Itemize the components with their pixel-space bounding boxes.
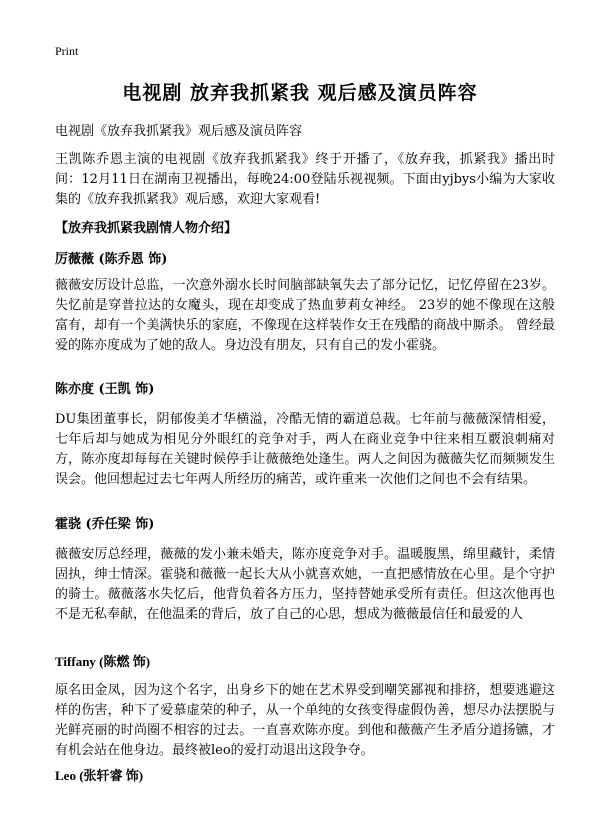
section-heading: 【放弃我抓紧我剧情人物介绍】	[55, 221, 238, 236]
character-description: 薇薇安厉总经理，薇薇的发小兼未婚夫，陈亦度竞争对手。温暖腹黑，绵里藏针，柔情固执，绅士情深。霍骁和薇薇一起长大从小就喜欢她，一直把感情放在心里。是个守护的骑士。薇薇落水失忆后，他背负着各方压力，坚持替她承受所有责任。但这次他再也不是无私奉献，在他温柔的背后，放了自己的心思，想成为薇薇最信任和最爱的人	[55, 547, 555, 622]
character-name: Tiffany (陈燃 饰)	[55, 654, 151, 669]
intro-paragraph: 王凯陈乔恩主演的电视剧《放弃我抓紧我》终于开播了，《放弃我，抓紧我》播出时间：12月11日在湖南卫视播出，每晚24:00登陆乐视视频。下面由yjbys小编为大家收集的《放弃我抓紧我》观后感，欢迎大家观看!	[55, 152, 555, 207]
print-link[interactable]: Print	[55, 44, 79, 58]
character-description: 原名田金凤，因为这个名字，出身乡下的她在艺术界受到嘲笑鄙视和排挤，想要逃避这样的伤害，种下了爱慕虚荣的种子，从一个单纯的女孩变得虚假伪善，想尽办法摆脱与光鲜亮丽的时尚圈不相容的过去。一直喜欢陈亦度。到他和薇薇产生矛盾分道扬镳，才有机会站在他身边。最终被leo的爱打动退出这段争夺。	[55, 683, 555, 758]
character-name: 厉薇薇 (陈乔恩 饰)	[55, 252, 168, 267]
character-description: DU集团董事长，阴郁俊美才华横溢，冷酷无情的霸道总裁。七年前与薇薇深情相爱，七年后却与她成为相见分外眼红的竞争对手，两人在商业竞争中往来相互覈浪刺痛对方，陈亦度却每每在关键时候停手让薇薇绝处逢生。两人之间因为薇薇失忆而频频发生误会。他回想起过去七年两人所经历的痛苦，或许重来一次他们之间也不会有结果。	[55, 412, 555, 487]
page-title: 电视剧 放弃我抓紧我 观后感及演员阵容	[122, 82, 478, 104]
character-description: 薇薇安厉设计总监，一次意外溺水长时间脑部缺氧失去了部分记忆，记忆停留在23岁。失忆前是穿普拉达的女魔头，现在却变成了热血萝莉女神经。 23岁的她不像现在这般富有，却有一个美满快乐的家庭，不像现在这样装作女王在残酷的商战中厮杀。 曾经最爱的陈亦度成为了她的敌人。身边没有朋友，只有自己的发小霍骁。	[55, 278, 555, 353]
character-name: 陈亦度 (王凯 饰)	[55, 382, 155, 397]
character-name: Leo (张轩睿 饰)	[55, 768, 144, 783]
character-name: 霍骁 (乔任梁 饰)	[55, 517, 155, 532]
article-subtitle: 电视剧《放弃我抓紧我》观后感及演员阵容	[55, 124, 303, 139]
